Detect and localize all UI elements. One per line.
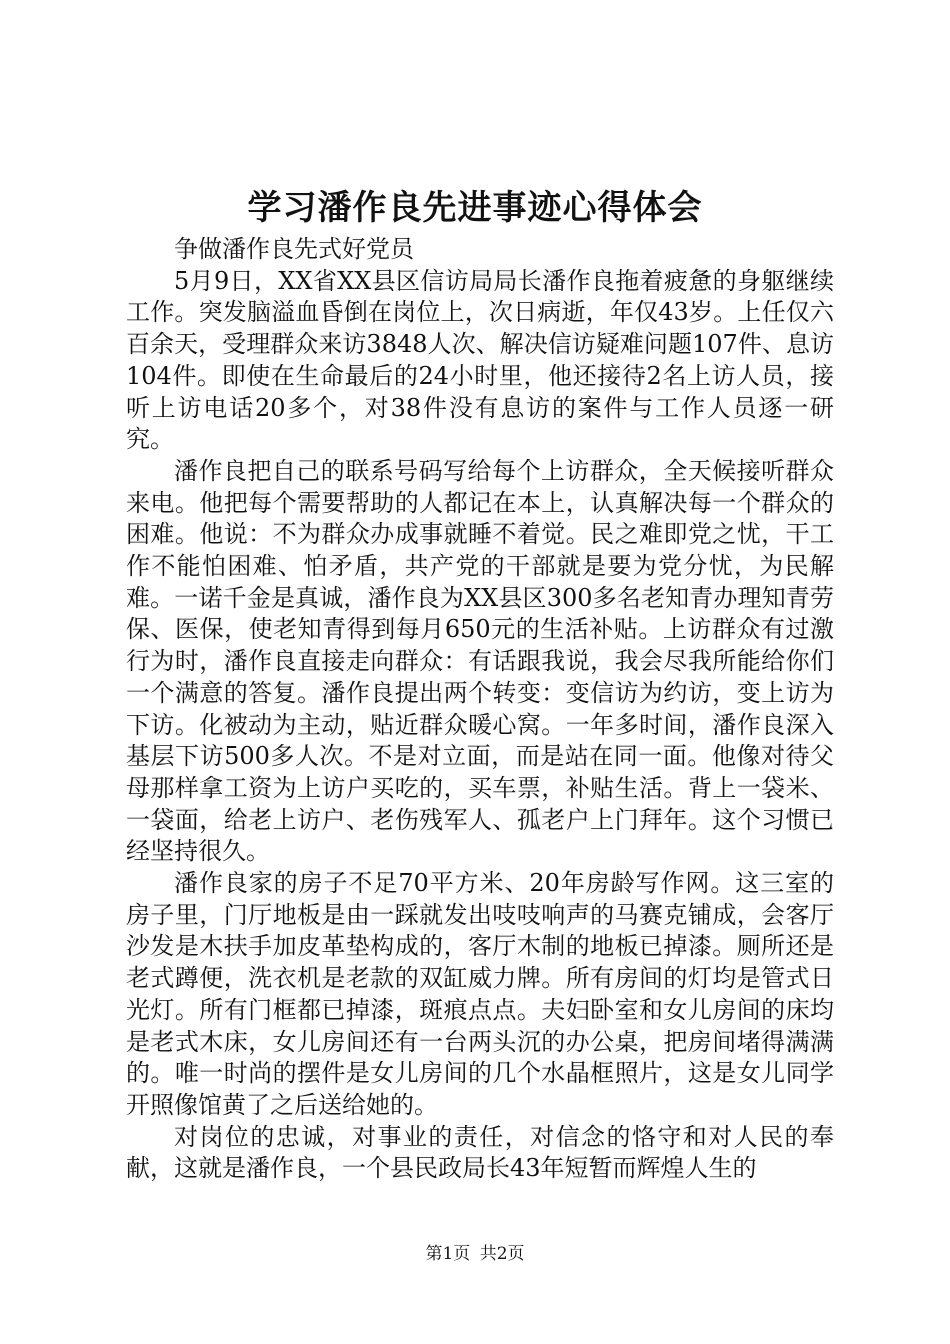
page-number-current: 第1页	[425, 1244, 471, 1264]
page-number-total: 共2页	[479, 1244, 525, 1264]
body-paragraph-1: 5月9日，XX省XX县区信访局局长潘作良拖着疲惫的身躯继续工作。突发脑溢血昏倒在岗位上，次日病逝，年仅43岁。上任仅六百余天，受理群众来访3848人次、解决信访疑难问题107件、息访104件。即使在生命最后的24小时里，他还接待2名上访人员，接听上访电话20多个，对38件没有息访的案件与工作人员逐一研究。	[126, 266, 834, 454]
subtitle-paragraph: 争做潘作良先式好党员	[174, 235, 414, 263]
page-footer	[0, 1242, 950, 1266]
body-paragraph-2: 潘作良把自己的联系号码写给每个上访群众，全天候接听群众来电。他把每个需要帮助的人都记在本上，认真解决每一个群众的困难。他说：不为群众办成事就睡不着觉。民之难即党之忧，干工作不能怕困难、怕矛盾，共产党的干部就是要为党分忧，为民解难。一诺千金是真诚，潘作良为XX县区300多名老知青办理知青劳保、医保，使老知青得到每月650元的生活补贴。上访群众有过激行为时，潘作良直接走向群众：有话跟我说，我会尽我所能给你们一个满意的答复。潘作良提出两个转变：变信访为约访，变上访为下访。化被动为主动，贴近群众暖心窝。一年多时间，潘作良深入基层下访500多人次。不是对立面，而是站在同一面。他像对待父母那样拿工资为上访户买吃的，买车票，补贴生活。背上一袋米、一袋面，给老上访户、老伤残军人、孤老户上门拜年。这个习惯已经坚持很久。	[126, 456, 834, 866]
body-paragraph-4: 对岗位的忠诚，对事业的责任，对信念的恪守和对人民的奉献，这就是潘作良，一个县民政局长43年短暂而辉煌人生的	[126, 1122, 834, 1183]
document-title: 学习潘作良先进事迹心得体会	[247, 188, 703, 228]
document-body	[126, 234, 834, 1185]
body-paragraph-3: 潘作良家的房子不足70平方米、20年房龄写作网。这三室的房子里，门厅地板是由一踩就发出吱吱响声的马赛克铺成，会客厅沙发是木扶手加皮革垫构成的，客厅木制的地板已掉漆。厕所还是老式蹲便，洗衣机是老款的双缸威力牌。所有房间的灯均是管式日光灯。所有门框都已掉漆，斑痕点点。夫妇卧室和女儿房间的床均是老式木床，女儿房间还有一台两头沉的办公桌，把房间堵得满满的。唯一时尚的摆件是女儿房间的几个水晶框照片，这是女儿同学开照像馆黄了之后送给她的。	[126, 869, 834, 1119]
